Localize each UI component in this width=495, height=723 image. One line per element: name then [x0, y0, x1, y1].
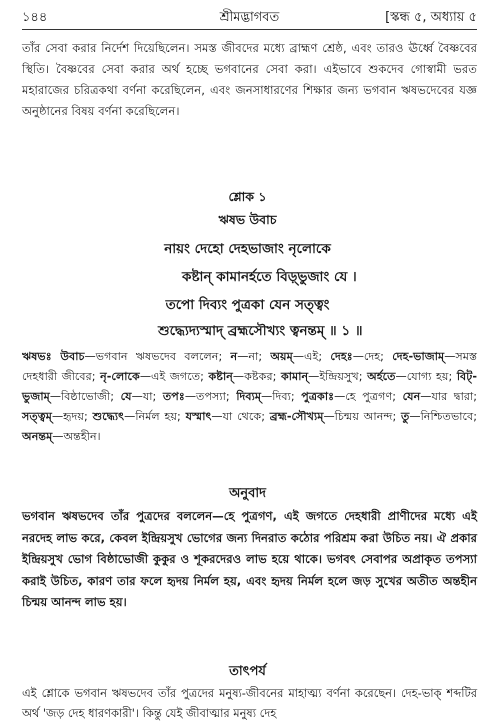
word-gloss: চিন্ময় আনন্দ	[334, 410, 393, 423]
sloka-speaker: ঋষভ উবাচ	[218, 212, 277, 227]
page-header	[22, 8, 477, 28]
word-gloss: হে পুত্রগণ	[345, 390, 393, 403]
word-for-word-meanings	[22, 347, 477, 447]
word-gloss: এই জগতে	[151, 370, 201, 383]
sanskrit-word: কষ্টান্	[208, 370, 233, 383]
word-meaning-entry: পুত্রকাঃ—হে পুত্রগণ;	[301, 390, 403, 403]
page-number: ১৪৪	[22, 10, 48, 25]
header-divider	[22, 29, 477, 30]
verse-line-2: কষ্টান্ কামানর্হতে বিড়্ভুজাং যে ।	[182, 269, 357, 285]
sanskrit-word: শুদ্ধ্যেৎ	[92, 410, 125, 423]
translation-heading: অনুবাদ	[229, 486, 266, 501]
word-meaning-entry: কষ্টান্—কষ্টকর;	[208, 370, 281, 383]
word-meaning-entry: তু—নিশ্চিতভাবে;	[401, 410, 478, 423]
word-gloss: দিব্য	[272, 390, 291, 403]
word-meaning-entry: অর্হতে—যোগ্য হয়;	[367, 370, 457, 383]
word-meaning-entry: দেহ-ভাজাম্—সমস্ত দেহধারী জীবের;	[22, 350, 478, 383]
word-meaning-entry: ব্রহ্ম-সৌখ্যম্—চিন্ময় আনন্দ;	[269, 410, 402, 423]
chapter-reference: [স্কন্ধ ৫, অধ্যায় ৫	[385, 10, 477, 25]
word-gloss: যোগ্য হয়	[406, 370, 449, 383]
word-meaning-entry: কামান্—ইন্দ্রিয়সুখ;	[280, 370, 368, 383]
sanskrit-word: অর্হতে	[367, 370, 396, 383]
sanskrit-word: দেহঃ	[330, 350, 353, 363]
verse-line-3: তপো দিব্যং পুত্রকা যেন সত্ত্বং	[165, 297, 330, 313]
word-gloss: নির্মল হয়	[135, 410, 178, 423]
word-gloss: অন্তহীন	[63, 430, 97, 443]
word-gloss: নিশ্চিতভাবে	[420, 410, 474, 423]
word-meaning-entry: অয়ম্—এই;	[270, 350, 331, 363]
verse-line-1: নায়ং দেহো দেহভাজাং নৃলোকে	[164, 241, 331, 257]
sanskrit-word: ব্রহ্ম-সৌখ্যম্	[269, 410, 324, 423]
sloka-heading: শ্লোক ১	[228, 189, 267, 204]
sanskrit-word: দেহ-ভাজাম্	[392, 350, 445, 363]
sanskrit-word: অনন্তম্	[22, 430, 53, 443]
sanskrit-word: যে	[120, 390, 132, 403]
word-gloss: এই	[304, 350, 319, 363]
verse-line-4: শুদ্ধ্যেদ্যস্মাদ্ ব্রহ্মসৌখ্যং ত্বনন্তম্ ॥ ১ ॥	[158, 323, 363, 339]
word-meaning-entry: দিব্যম্—দিব্য;	[236, 390, 302, 403]
word-gloss: কষ্টকর	[244, 370, 273, 383]
sanskrit-word: দিব্যম্	[236, 390, 262, 403]
running-title: শ্রীমদ্ভাগবত	[219, 10, 280, 25]
sanskrit-word: যস্মাৎ	[185, 410, 212, 423]
sanskrit-word: পুত্রকাঃ	[301, 390, 335, 403]
word-meaning-entry: শুদ্ধ্যেৎ—নির্মল হয়;	[92, 410, 186, 423]
word-gloss: ভগবান ঋষভদেব বললেন	[95, 350, 219, 363]
word-meaning-entry: তপঃ—তপস্যা;	[162, 390, 237, 403]
sanskrit-word: অয়ম্	[270, 350, 293, 363]
word-meaning-entry: বিট্-ভুজাম্—বিষ্ঠাভোজী;	[22, 370, 478, 403]
word-gloss: তপস্যা	[196, 390, 226, 403]
sanskrit-word: বিট্-ভুজাম্	[22, 370, 478, 403]
sanskrit-word: তপঃ	[162, 390, 185, 403]
word-meaning-entry: ঋষভঃ উবাচ—ভগবান ঋষভদেব বললেন;	[22, 350, 231, 363]
word-meaning-entry: যেন—যার দ্বারা;	[402, 390, 478, 403]
sanskrit-word: ঋষভঃ উবাচ	[22, 350, 85, 363]
word-meaning-entry: দেহঃ—দেহ;	[330, 350, 393, 363]
word-meaning-entry: যে—যা;	[120, 390, 163, 403]
word-meaning-entry: সত্ত্বম্—হৃদয়;	[22, 410, 93, 423]
word-gloss: ইন্দ্রিয়সুখ	[319, 370, 359, 383]
word-meaning-entry: নৃ-লোকে—এই জগতে;	[100, 370, 209, 383]
word-gloss: হৃদয়	[63, 410, 84, 423]
word-meaning-entry: ন—না;	[230, 350, 271, 363]
translation-text: ভগবান ঋষভদেব তাঁর পুত্রদের বললেন—হে পুত্রগণ, এই জগতে দেহধারী প্রাণীদের মধ্যে এই নরদেহ লাভ করে, কেবল ইন্দ্রিয়সুখ ভোগের জন্য দিনরাত কঠোর পরিশ্রম করা উচিত নয়। ঐ প্রকার ইন্দ্রিয়সুখ ভোগ বিষ্ঠাভোজী কুকুর ও শূকরদেরও লাভ হয়ে থাকে। ভগবৎ সেবাপর অপ্রাকৃত তপস্যা করাই উচিত, কারণ তার ফলে হৃদয় নির্মল হয়, এবং হৃদয় নির্মল হলে জড় সুখের অতীত অন্তহীন চিন্ময় আনন্দ লাভ হয়।	[22, 509, 477, 609]
word-gloss: সমস্ত দেহধারী জীবের	[22, 350, 478, 383]
purport-text: এই শ্লোকে ভগবান ঋষভদেব তাঁর পুত্রদের মনুষ্য-জীবনের মাহাত্ম্য বর্ণনা করেছেন। দেহ-ভাক্ শব্দটির অর্থ 'জড় দেহ ধারণকারী'। কিন্তু যেই জীবাত্মার মনুষ্য দেহ	[22, 686, 477, 720]
sanskrit-word: ন	[230, 350, 238, 363]
sanskrit-word: কামান্	[280, 370, 309, 383]
word-gloss: যা থেকে	[222, 410, 262, 423]
word-meaning-entry: যস্মাৎ—যা থেকে;	[185, 410, 270, 423]
word-gloss: যার দ্বারা	[431, 390, 474, 403]
word-gloss: যা	[142, 390, 153, 403]
sanskrit-word: তু	[401, 410, 410, 423]
intro-paragraph: তাঁর সেবা করার নির্দেশ দিয়েছিলেন। সমস্ত জীবদের মধ্যে ব্রাহ্মণ শ্রেষ্ঠ, এবং তারও ঊর্ধ্বে বৈষ্ণবের স্থিতি। বৈষ্ণবের সেবা করার অর্থ হচ্ছে ভগবানের সেবা করা। এইভাবে শুকদেব গোস্বামী ভরত মহারাজের চরিত্রকথা বর্ণনা করেছিলেন, এবং জনসাধারণের শিক্ষার জন্য ভগবান ঋষভদেবের যজ্ঞ অনুষ্ঠানের বিষয় বর্ণনা করেছিলেন।	[22, 41, 477, 118]
sanskrit-word: যেন	[402, 390, 421, 403]
word-gloss: দেহ	[363, 350, 381, 363]
word-gloss: না	[248, 350, 259, 363]
word-meaning-entry: অনন্তম্—অন্তহীন।	[22, 430, 101, 443]
sanskrit-word: সত্ত্বম্	[22, 410, 52, 423]
word-gloss: বিষ্ঠাভোজী	[61, 390, 111, 403]
purport-heading: তাৎপর্য	[229, 664, 266, 679]
sanskrit-word: নৃ-লোকে	[100, 370, 140, 383]
